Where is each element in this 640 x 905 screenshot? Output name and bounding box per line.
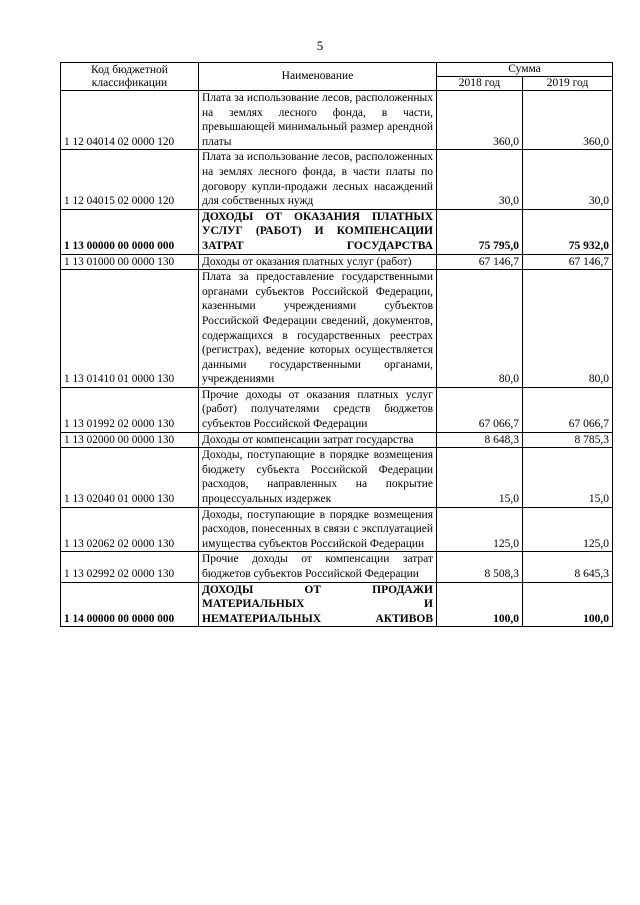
row-code: 1 13 02040 01 0000 130 xyxy=(61,448,199,507)
header-sum: Сумма xyxy=(437,63,613,77)
row-code: 1 13 01000 00 0000 130 xyxy=(61,254,199,270)
row-value-2018: 100,0 xyxy=(437,582,523,627)
header-row xyxy=(61,63,613,77)
table-row xyxy=(61,448,613,507)
table-row xyxy=(61,432,613,448)
table-row xyxy=(61,270,613,388)
row-name: Плата за использование лесов, расположенных на землях лесного фонда, в части платы по договору купли-продажи лесных насаждений для собственных нужд xyxy=(199,150,437,209)
row-name: ДОХОДЫ ОТ ПРОДАЖИ МАТЕРИАЛЬНЫХ И НЕМАТЕРИАЛЬНЫХ АКТИВОВ xyxy=(199,582,437,627)
row-value-2019: 8 785,3 xyxy=(523,432,613,448)
row-code: 1 13 01992 02 0000 130 xyxy=(61,387,199,432)
row-value-2019: 67 066,7 xyxy=(523,387,613,432)
row-code: 1 13 02000 00 0000 130 xyxy=(61,432,199,448)
table-row xyxy=(61,91,613,150)
row-code: 1 13 02062 02 0000 130 xyxy=(61,507,199,552)
row-name: Прочие доходы от оказания платных услуг (работ) получателями средств бюджетов субъектов Российской Федерации xyxy=(199,387,437,432)
row-value-2018: 67 146,7 xyxy=(437,254,523,270)
row-value-2019: 15,0 xyxy=(523,448,613,507)
row-value-2018: 8 508,3 xyxy=(437,552,523,582)
row-code: 1 12 04014 02 0000 120 xyxy=(61,91,199,150)
row-value-2019: 67 146,7 xyxy=(523,254,613,270)
row-code: 1 13 00000 00 0000 000 xyxy=(61,209,199,254)
row-value-2018: 15,0 xyxy=(437,448,523,507)
table-row xyxy=(61,387,613,432)
row-code: 1 12 04015 02 0000 120 xyxy=(61,150,199,209)
row-name: Доходы от компенсации затрат государства xyxy=(199,432,437,448)
row-value-2018: 360,0 xyxy=(437,91,523,150)
table-row xyxy=(61,150,613,209)
row-name: Плата за использование лесов, расположенных на землях лесного фонда, в части, превышающей минимальный размер арендной платы xyxy=(199,91,437,150)
row-value-2019: 80,0 xyxy=(523,270,613,388)
header-year-2019: 2019 год xyxy=(523,77,613,91)
table-row xyxy=(61,552,613,582)
row-value-2018: 80,0 xyxy=(437,270,523,388)
row-name: Доходы, поступающие в порядке возмещения расходов, понесенных в связи с эксплуатацией имущества субъектов Российской Федерации xyxy=(199,507,437,552)
row-code: 1 13 01410 01 0000 130 xyxy=(61,270,199,388)
page-number: 5 xyxy=(316,38,324,53)
row-value-2018: 67 066,7 xyxy=(437,387,523,432)
row-value-2019: 30,0 xyxy=(523,150,613,209)
row-name: Доходы, поступающие в порядке возмещения бюджету субъекта Российской Федерации расходов, направленных на покрытие процессуальных издержек xyxy=(199,448,437,507)
row-value-2018: 75 795,0 xyxy=(437,209,523,254)
row-name: Доходы от оказания платных услуг (работ) xyxy=(199,254,437,270)
row-name: Плата за предоставление государственными органами субъектов Российской Федерации, казенными учреждениями субъектов Российской Федерации сведений, документов, содержащихся в государственных реестрах (регистрах), ведение которых осуществляется данными государственными органами, учреждениями xyxy=(199,270,437,388)
row-value-2019: 360,0 xyxy=(523,91,613,150)
row-value-2019: 75 932,0 xyxy=(523,209,613,254)
table-row xyxy=(61,209,613,254)
table-row xyxy=(61,507,613,552)
row-value-2018: 30,0 xyxy=(437,150,523,209)
row-code: 1 14 00000 00 0000 000 xyxy=(61,582,199,627)
header-year-2018: 2018 год xyxy=(437,77,523,91)
row-value-2018: 125,0 xyxy=(437,507,523,552)
row-value-2019: 100,0 xyxy=(523,582,613,627)
header-code: Код бюджетной классификации xyxy=(61,63,199,91)
row-code: 1 13 02992 02 0000 130 xyxy=(61,552,199,582)
row-name: Прочие доходы от компенсации затрат бюджетов субъектов Российской Федерации xyxy=(199,552,437,582)
header-name: Наименование xyxy=(199,63,437,91)
table-row xyxy=(61,582,613,627)
row-value-2018: 8 648,3 xyxy=(437,432,523,448)
row-value-2019: 8 645,3 xyxy=(523,552,613,582)
budget-table xyxy=(60,62,613,627)
row-name: ДОХОДЫ ОТ ОКАЗАНИЯ ПЛАТНЫХ УСЛУГ (РАБОТ) И КОМПЕНСАЦИИ ЗАТРАТ ГОСУДАРСТВА xyxy=(199,209,437,254)
row-value-2019: 125,0 xyxy=(523,507,613,552)
table-row xyxy=(61,254,613,270)
